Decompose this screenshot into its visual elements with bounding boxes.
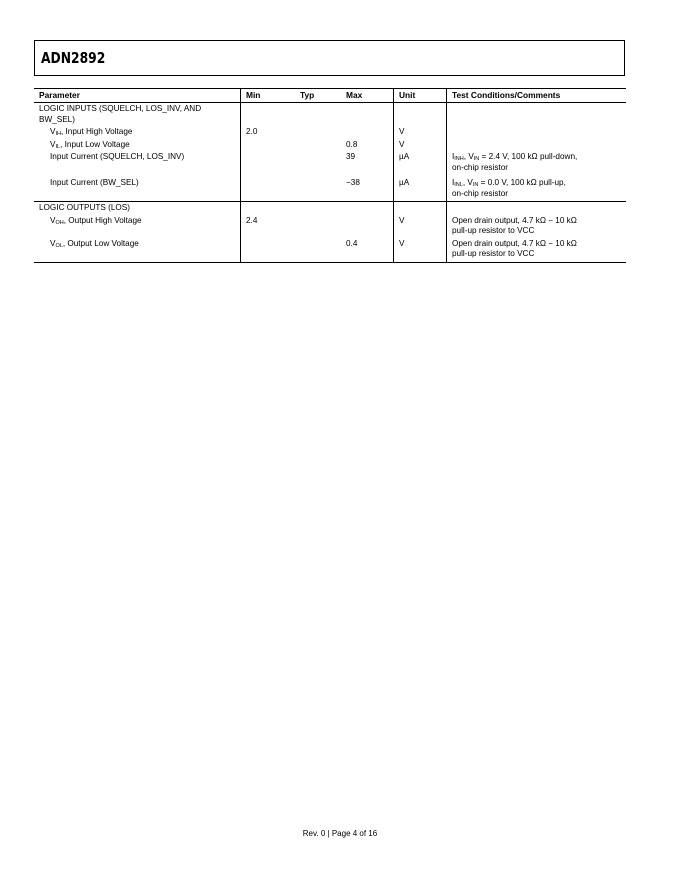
table-row (34, 139, 626, 152)
cell-typ (295, 126, 341, 139)
cell-max: −38 (341, 177, 394, 202)
cell-min (241, 238, 296, 263)
cell-max (341, 215, 394, 238)
cell-max: 0.8 (341, 139, 394, 152)
column-header-conditions: Test Conditions/Comments (447, 89, 627, 103)
cell-typ (295, 215, 341, 238)
table-row (34, 151, 626, 174)
cell-typ (295, 238, 341, 263)
param-voh: $V_{OH}$, Output High Voltage (34, 215, 241, 238)
group-label-logic-inputs: LOGIC INPUTS (SQUELCH, LOS_INV, AND BW_SEL) (34, 103, 241, 127)
column-header-min: Min (241, 89, 296, 103)
cell-unit: V (394, 215, 447, 238)
cell-min (241, 177, 296, 202)
cell-conditions: Open drain output, 4.7 kΩ − 10 kΩ pull-up resistor to VCC (447, 238, 627, 263)
cell-conditions: $I_{INH}$, $V_{IN} = 2.4$ V, 100 kΩ pull-down, on-chip resistor (452, 152, 578, 172)
group-label-logic-outputs: LOGIC OUTPUTS (LOS) (34, 202, 241, 215)
document-header (34, 40, 625, 76)
table-row (34, 126, 626, 139)
table-row (34, 238, 626, 263)
cell-min: 2.4 (246, 215, 258, 225)
column-header-parameter: Parameter (34, 89, 241, 103)
param-vil: $V_{IL}$, Input Low Voltage (34, 139, 241, 152)
column-header-unit: Unit (394, 89, 447, 103)
param-vol: $V_{OL}$, Output Low Voltage (34, 238, 241, 263)
table-header-row (34, 89, 626, 103)
cell-max: 0.4 (341, 238, 394, 263)
part-number-title: ADN2892 (41, 49, 106, 67)
cell-unit: V (394, 238, 447, 263)
cell-conditions (447, 139, 627, 152)
cell-typ (295, 151, 341, 174)
cell-conditions: Open drain output, 4.7 kΩ − 10 kΩ pull-up resistor to VCC (452, 215, 577, 235)
cell-conditions (447, 126, 627, 139)
param-iinh: Input Current (SQUELCH, LOS_INV) (34, 151, 241, 174)
cell-unit: µA (394, 151, 447, 174)
param-vih: $V_{IH}$, Input High Voltage (34, 126, 241, 139)
page-footer: Rev. 0 | Page 4 of 16 (302, 829, 378, 838)
cell-max (341, 126, 394, 139)
param-iinl: Input Current (BW_SEL) (34, 177, 241, 202)
cell-unit: µA (394, 177, 447, 202)
column-header-max: Max (341, 89, 394, 103)
specifications-table (34, 88, 626, 263)
cell-min (241, 151, 296, 174)
table-row (34, 202, 626, 215)
cell-unit: V (394, 139, 447, 152)
table-row (34, 103, 626, 127)
table-row (34, 177, 626, 202)
table-row (34, 215, 626, 238)
cell-conditions: $I_{INL}$, $V_{IN} = 0.0$ V, 100 kΩ pull-up, on-chip resistor (447, 177, 627, 202)
column-header-typ: Typ (295, 89, 341, 103)
cell-min (241, 139, 296, 152)
cell-typ (295, 177, 341, 202)
cell-typ (295, 139, 341, 152)
cell-unit: V (394, 126, 447, 139)
cell-min: 2.0 (246, 127, 258, 136)
cell-max: 39 (341, 151, 394, 174)
